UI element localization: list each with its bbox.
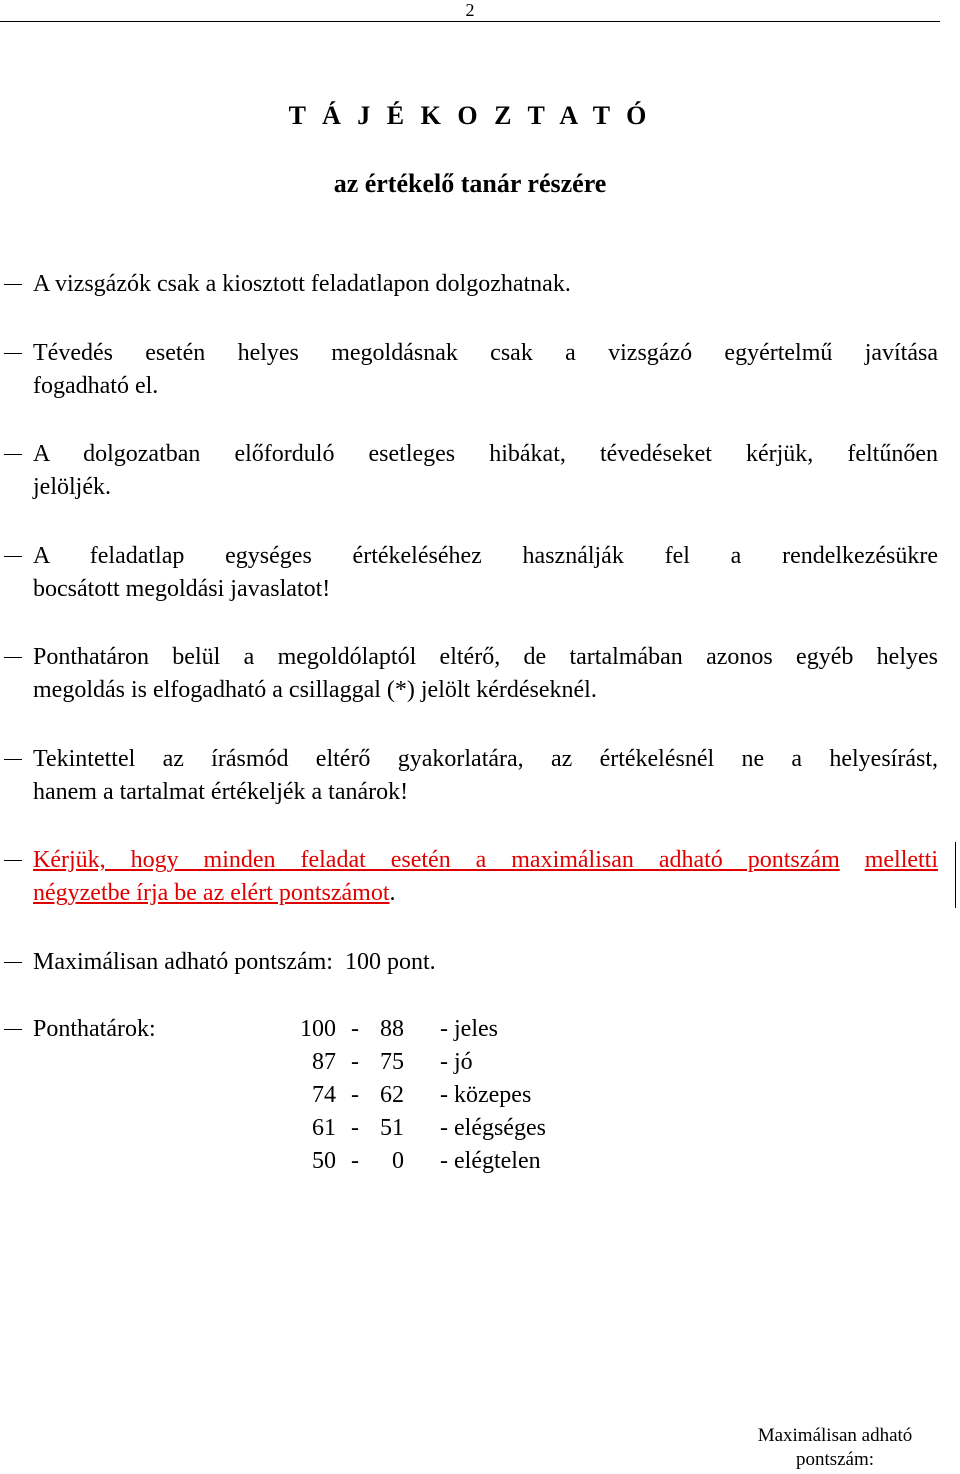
list-item-text-line2: fogadható el. xyxy=(33,373,159,399)
list-item-text-line2: bocsátott megoldási javaslatot! xyxy=(33,576,331,602)
threshold-low: 51 xyxy=(380,1115,404,1141)
highlighted-text-end: . xyxy=(389,880,396,906)
dash-bullet xyxy=(4,454,22,455)
highlighted-text-line2-content: négyzetbe írja be az elért pontszámot xyxy=(33,880,390,906)
threshold-grade: - közepes xyxy=(440,1082,532,1108)
threshold-separator: - xyxy=(351,1115,359,1141)
list-item-text-line1: Tévedés esetén helyes megoldásnak csak a vizsgázó egyértelmű javítása xyxy=(33,340,938,366)
threshold-high: 50 xyxy=(312,1148,336,1174)
list-item-text-line2: hanem a tartalmat értékeljék a tanárok! xyxy=(33,779,409,805)
threshold-grade: - jeles xyxy=(440,1016,498,1042)
list-item-text-line1: Tekintettel az írásmód eltérő gyakorlatára, az értékelésnél ne a helyesírást, xyxy=(33,746,938,772)
list-item-text-line1: A feladatlap egységes értékeléséhez használják fel a rendelkezésükre xyxy=(33,543,938,569)
threshold-high: 87 xyxy=(312,1049,336,1075)
page-number: 2 xyxy=(465,0,475,20)
footer-note-line2: pontszám: xyxy=(795,1449,875,1470)
thresholds-label: Ponthatárok: xyxy=(33,1016,156,1042)
threshold-grade: - elégtelen xyxy=(440,1148,541,1174)
threshold-high: 74 xyxy=(312,1082,336,1108)
threshold-separator: - xyxy=(351,1082,359,1108)
threshold-low: 62 xyxy=(380,1082,404,1108)
threshold-low: 88 xyxy=(380,1016,404,1042)
threshold-low: 0 xyxy=(392,1148,404,1174)
dash-bullet xyxy=(4,759,22,760)
threshold-low: 75 xyxy=(380,1049,404,1075)
page-title: T Á J É K O Z T A T Ó xyxy=(288,101,652,130)
max-points-value: 100 pont. xyxy=(344,949,436,975)
max-points-text xyxy=(33,946,938,979)
dash-bullet xyxy=(4,657,22,658)
highlighted-text-part1: Kérjük, hogy minden feladat esetén a maximálisan adható pontszám xyxy=(33,847,840,873)
margin-change-bar xyxy=(955,842,956,908)
list-item-text-line2: jelöljék. xyxy=(33,474,111,500)
max-points-label: Maximálisan adható pontszám: xyxy=(33,949,333,975)
threshold-grade: - jó xyxy=(440,1049,473,1075)
threshold-high: 100 xyxy=(300,1016,336,1042)
threshold-separator: - xyxy=(351,1016,359,1042)
threshold-grade: - elégséges xyxy=(440,1115,546,1141)
dash-bullet xyxy=(4,860,22,861)
footer-note xyxy=(740,1424,930,1472)
threshold-separator: - xyxy=(351,1148,359,1174)
highlighted-text-part2: melletti xyxy=(864,847,939,873)
list-item-text-line2: megoldás is elfogadható a csillaggal (*) jelölt kérdéseknél. xyxy=(33,677,597,703)
dash-bullet xyxy=(4,556,22,557)
list-item-text-line1: Ponthatáron belül a megoldólaptól eltérő, de tartalmában azonos egyéb helyes xyxy=(33,644,938,670)
dash-bullet xyxy=(4,284,22,285)
header-rule xyxy=(0,21,940,22)
highlighted-text-line1 xyxy=(33,844,938,877)
footer-note-line1: Maximálisan adható xyxy=(757,1425,913,1446)
dash-bullet xyxy=(4,353,22,354)
highlighted-text-line2 xyxy=(33,877,938,910)
threshold-high: 61 xyxy=(312,1115,336,1141)
dash-bullet xyxy=(4,962,22,963)
page-subtitle: az értékelő tanár részére xyxy=(333,169,607,198)
threshold-separator: - xyxy=(351,1049,359,1075)
list-item-text-line1: A dolgozatban előforduló esetleges hibákat, tévedéseket kérjük, feltűnően xyxy=(33,441,938,467)
list-item-text: A vizsgázók csak a kiosztott feladatlapon dolgozhatnak. xyxy=(33,271,571,297)
dash-bullet xyxy=(4,1029,22,1030)
